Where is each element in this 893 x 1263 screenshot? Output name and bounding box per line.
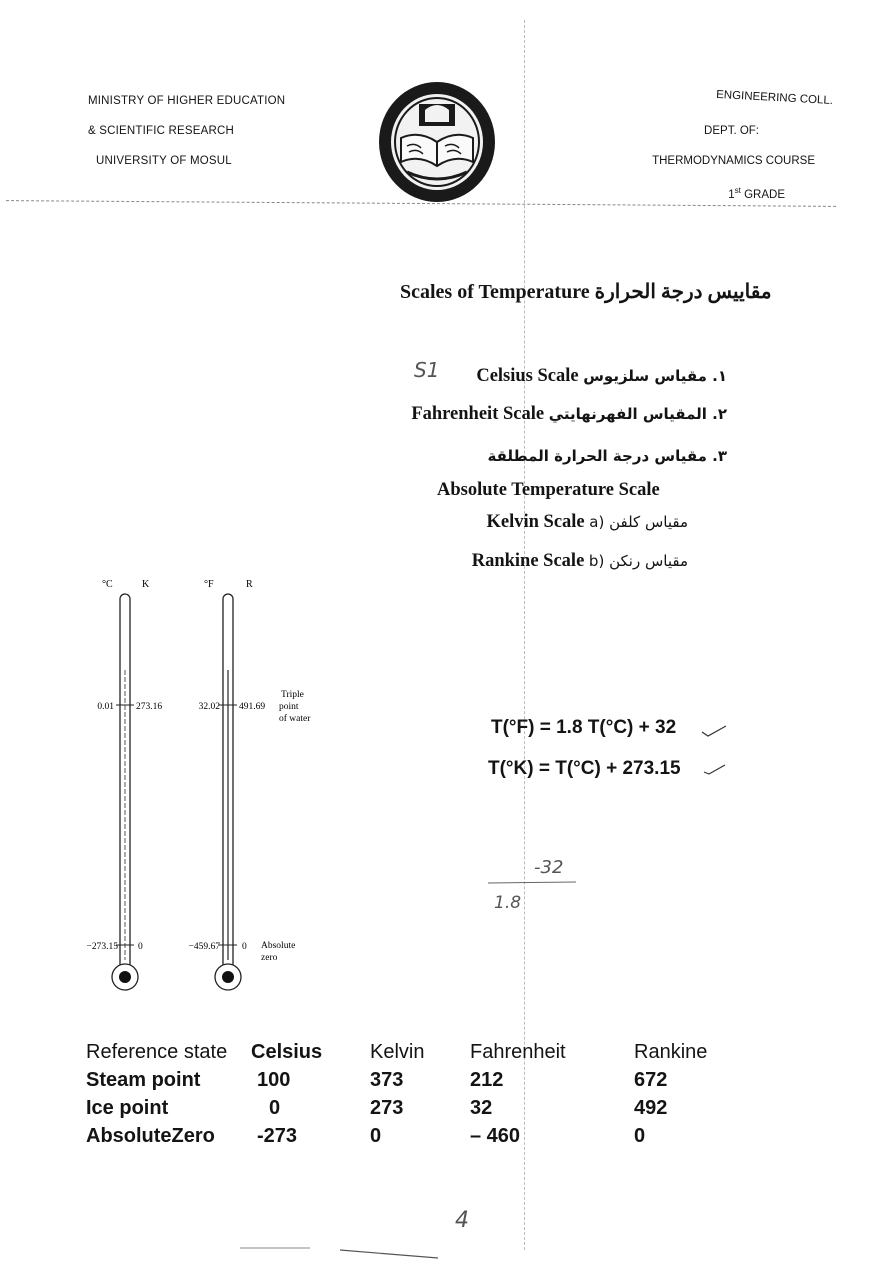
cell-celsius: 0 (269, 1096, 281, 1119)
thermometer-celsius-kelvin (87, 579, 163, 990)
cell-rankine: 0 (634, 1124, 646, 1147)
header-kelvin: Kelvin (370, 1040, 425, 1063)
bottom-stray-marks (200, 1240, 460, 1260)
item-fahrenheit: Fahrenheit Scale ٢. المقياس الفهرنهايتي (411, 404, 727, 424)
row-label: Ice point (86, 1096, 169, 1119)
ministry-line-2: & SCIENTIFIC RESEARCH (88, 125, 235, 137)
cell-fahrenheit: – 460 (470, 1124, 521, 1147)
triple-label-2: point (279, 702, 299, 712)
zero-kelvin: 0 (138, 942, 143, 952)
cell-rankine: 492 (634, 1096, 668, 1119)
triple-kelvin: 273.16 (136, 702, 163, 712)
unit-rankine: R (246, 579, 253, 590)
cell-kelvin: 0 (370, 1124, 382, 1147)
zero-celsius: −273.15 (86, 942, 118, 952)
department-block (652, 86, 834, 210)
cell-kelvin: 273 (370, 1096, 404, 1119)
table-row (86, 1066, 707, 1094)
page-title: Scales of Temperature مقاييس درجة الحرارة (400, 281, 772, 303)
triple-label-1: Triple (281, 690, 304, 700)
thermometer-diagram (70, 575, 340, 995)
dept-line: DEPT. OF: (704, 125, 759, 137)
reference-states-table (86, 1038, 707, 1150)
item-celsius: Celsius Scale ١. مقياس سلزيوس (476, 366, 727, 386)
unit-kelvin: K (142, 579, 150, 590)
item-absolute-arabic: ٣. مقياس درجة الحرارة المطلقة (487, 447, 727, 465)
cell-celsius: -273 (257, 1124, 298, 1147)
triple-fahrenheit: 32.02 (198, 702, 220, 712)
row-label: Steam point (86, 1068, 201, 1091)
handwritten-minus-32: -32 (534, 857, 564, 878)
cell-fahrenheit: 212 (470, 1068, 504, 1091)
university-line: UNIVERSITY OF MOSUL (96, 155, 232, 167)
grade-line: 1st GRADE (728, 186, 785, 201)
triple-label-3: of water (279, 714, 311, 724)
university-seal-logo (377, 80, 497, 204)
check-marks (700, 718, 730, 778)
table-row (86, 1122, 707, 1150)
zero-fahrenheit: −459.67 (188, 942, 220, 952)
handwritten-page-number: 4 (455, 1208, 469, 1233)
cell-celsius: 100 (257, 1068, 291, 1091)
item-kelvin: Kelvin Scale a) مقياس كلفن (486, 512, 688, 532)
handwritten-fraction-bar (488, 880, 578, 886)
unit-fahrenheit: °F (204, 579, 214, 590)
course-line: THERMODYNAMICS COURSE (652, 155, 815, 167)
institution-block (88, 86, 285, 176)
header-fahrenheit: Fahrenheit (470, 1040, 566, 1063)
formula-kelvin: T(°K) = T(°C) + 273.15 (488, 758, 681, 779)
cell-fahrenheit: 32 (470, 1096, 493, 1119)
unit-celsius: °C (102, 579, 113, 590)
zero-label-1: Absolute (261, 941, 296, 951)
handwritten-note-s1: S1 (414, 358, 440, 382)
handwritten-1-8: 1.8 (494, 893, 522, 913)
item-rankine: Rankine Scale b) مقياس رنكن (471, 551, 688, 571)
zero-label-2: zero (261, 953, 278, 963)
thermometer-fahrenheit-rankine (189, 579, 266, 990)
row-label: AbsoluteZero (86, 1124, 215, 1147)
college-line: ENGINEERING COLL. (715, 88, 834, 107)
triple-celsius: 0.01 (97, 702, 114, 712)
header-rankine: Rankine (634, 1040, 708, 1063)
table-header-row (86, 1038, 707, 1066)
header-reference-state: Reference state (86, 1040, 228, 1063)
table-row (86, 1094, 707, 1122)
cell-rankine: 672 (634, 1068, 668, 1091)
ministry-line-1: MINISTRY OF HIGHER EDUCATION (88, 95, 286, 107)
cell-kelvin: 373 (370, 1068, 404, 1091)
triple-rankine: 491.69 (239, 702, 266, 712)
formula-fahrenheit: T(°F) = 1.8 T(°C) + 32 (491, 717, 677, 738)
zero-rankine: 0 (242, 942, 247, 952)
item-absolute-english: Absolute Temperature Scale (437, 480, 660, 500)
header-celsius: Celsius (251, 1040, 323, 1063)
